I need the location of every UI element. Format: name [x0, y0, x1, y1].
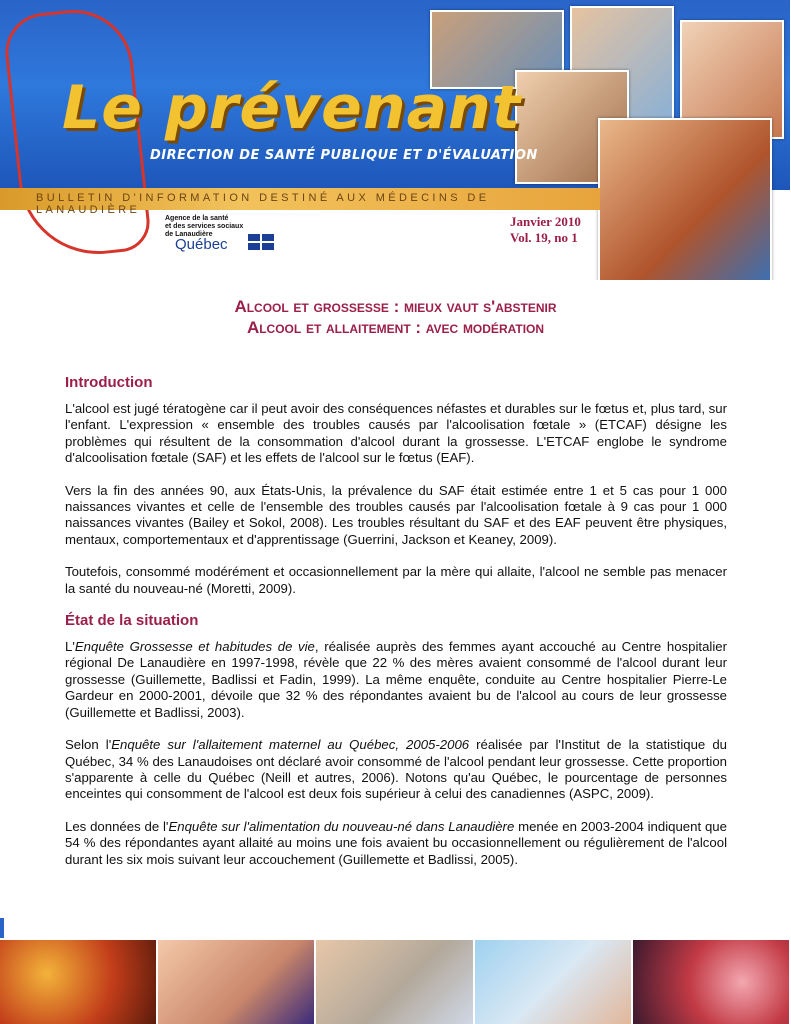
footer-photo-cells — [0, 940, 158, 1024]
paragraph-1: L'alcool est jugé tératogène car il peut avoir des conséquences néfastes et durables sur le fœtus et, plus tard, sur l'enfant. L'expression « ensemble des troubles causés par l'alcoolisation fœtale » (ETCAF) désigne les problèmes qui résultent de la consommation d'alcool durant la grossesse. L'ETCAF englobe le syndrome d'alcoolisation fœtale (SAF) et les effets de l'alcool sur le fœtus (EAF). — [65, 401, 727, 466]
p5-survey-title: Enquête sur l'allaitement maternel au Québec, 2005-2006 — [111, 737, 470, 753]
agency-line-1: Agence de la santé — [165, 215, 229, 222]
newsletter-header — [0, 0, 791, 280]
paragraph-3: Toutefois, consommé modérément et occasionnellement par la mère qui allaite, l'alcool ne semble pas menacer la santé du nouveau-né (Moretti, 2009). — [65, 564, 727, 596]
quebec-flag-icon — [248, 234, 274, 250]
masthead-title: Le prévenant — [62, 73, 522, 143]
article-body — [65, 373, 727, 868]
p5-text-post: réalisée par l'Institut de la statistique du Québec, 34 % des Lanaudoises ont déclaré avoir consommé de l'alcool pendant leur grossesse. Cette proportion s'apparente à celle du Québec (Neill et autres, 2006). Notons qu'au Québec, le pourcentage de personnes enceintes qui consomment de l'alcool est deux fois supérieur à celui des canadiennes (ASPC, 2009). — [65, 737, 727, 802]
heading-introduction: Introduction — [65, 374, 153, 391]
p4-survey-title: Enquête Grossesse et habitudes de vie — [74, 639, 315, 655]
agency-line-3: de Lanaudière — [165, 231, 213, 238]
masthead-subtitle: DIRECTION DE SANTÉ PUBLIQUE ET D'ÉVALUATION — [150, 148, 538, 163]
footer-photo-handwashing — [316, 940, 474, 1024]
p4-text-pre: L' — [65, 639, 75, 655]
footer-accent-bar — [0, 918, 4, 938]
article-title — [0, 296, 791, 338]
paragraph-2: Vers la fin des années 90, aux États-Unis, la prévalence du SAF était estimée entre 1 et 5 cas pour 1 000 naissances vivantes et celle de l'ensemble des troubles causés par l'alcoolisation fœtale à 9 cas pour 1 000 naissances vivantes (Bailey et Sokol, 2008). Les troubles résultant du SAF et des EAF peuvent être physiques, mentaux, comportementaux et d'apprentissage (Guerrini, Jackson et Keaney, 2009). — [65, 482, 727, 547]
ribbon-text: BULLETIN D'INFORMATION DESTINÉ AUX MÉDECINS DE LANAUDIÈRE — [36, 192, 490, 216]
issue-info — [510, 214, 581, 246]
p6-survey-title: Enquête sur l'alimentation du nouveau-né dans Lanaudière — [168, 818, 515, 834]
p5-text-pre: Selon l' — [65, 737, 112, 753]
header-photo-children — [598, 118, 772, 280]
footer-photo-injection — [158, 940, 316, 1024]
footer-photo-glove — [475, 940, 633, 1024]
paragraph-5 — [65, 737, 727, 803]
paragraph-6 — [65, 819, 727, 868]
p6-text-pre: Les données de l' — [65, 818, 169, 834]
footer-photo-strip — [0, 940, 791, 1024]
p4-text-post: , réalisée auprès des femmes ayant accouché au Centre hospitalier régional De Lanaudière en 1997-1998, révèle que 22 % des mères avaient consommé de l'alcool durant leur grossesse (Guillemette, Badlissi et Fadin, 1999). La même enquête, conduite au Centre hospitalier Pierre-Le Gardeur en 2000-2001, dévoile que 32 % des répondantes avaient bu de l'alcool au cours de leur grossesse (Guillemette et Badlissi, 2003). — [65, 639, 727, 720]
quebec-logo-text: Québec — [175, 236, 228, 253]
paragraph-4 — [65, 639, 727, 721]
bulletin-ribbon — [0, 188, 600, 216]
issue-volume: Vol. 19, no 1 — [510, 230, 578, 245]
issue-date: Janvier 2010 — [510, 214, 581, 229]
heading-etat-situation: État de la situation — [65, 612, 199, 630]
agency-line-2: et des services sociaux — [165, 223, 244, 230]
article-title-line-2: Alcool et allaitement : avec modération — [246, 318, 545, 337]
p6-text-post: menée en 2003-2004 indiquent que 54 % des répondantes ayant allaité au moins une fois avaient bu occasionnellement ou régulièrement de l'alcool durant les six mois suivant leur accouchement (Guillemette et Badlissi, 2005). — [65, 818, 727, 867]
footer-photo-bloodcells — [633, 940, 791, 1024]
article-title-line-1: Alcool et grossesse : mieux vaut s'abstenir — [234, 297, 557, 316]
